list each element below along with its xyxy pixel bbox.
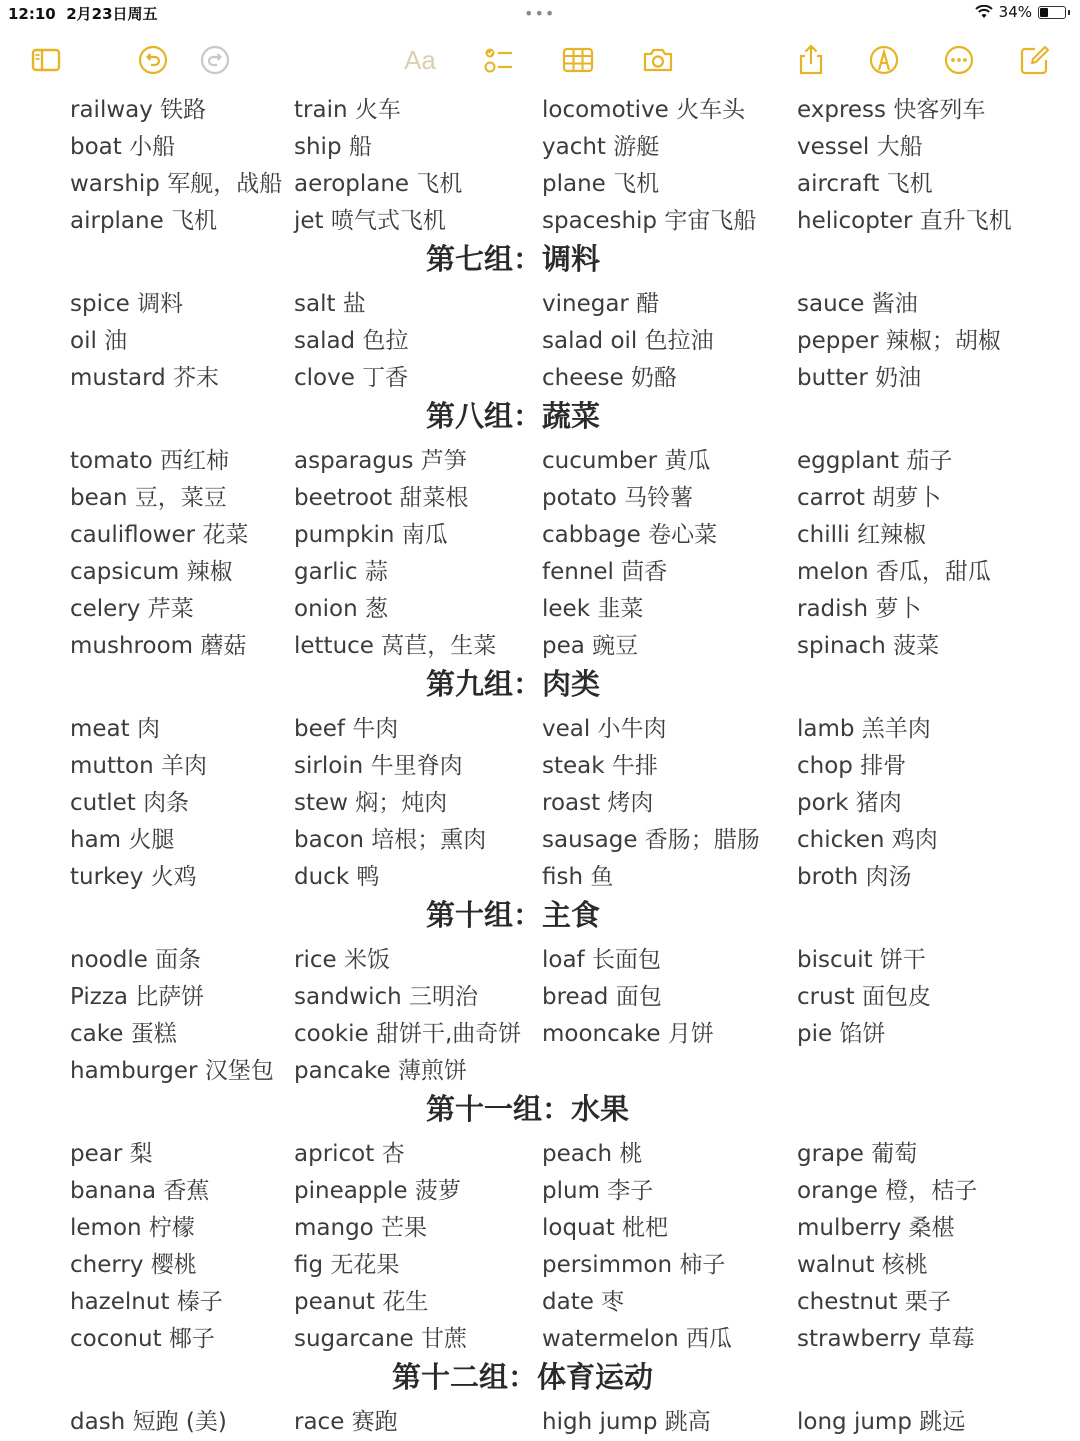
vocab-entry: dash 短跑 (美) <box>70 1409 227 1435</box>
battery-icon <box>1038 6 1066 19</box>
vocab-entry: bread 面包 <box>542 984 662 1010</box>
vocab-entry: broth 肉汤 <box>797 864 912 890</box>
vocab-entry: bacon 培根；熏肉 <box>294 827 487 853</box>
vocab-entry: potato 马铃薯 <box>542 485 694 511</box>
vocab-entry: watermelon 西瓜 <box>542 1326 733 1352</box>
vocab-row <box>0 785 1080 822</box>
vocab-entry: banana 香蕉 <box>70 1178 210 1204</box>
vocab-entry: airplane 飞机 <box>70 208 218 234</box>
markup-button[interactable] <box>864 40 904 80</box>
vocab-row <box>0 1173 1080 1210</box>
status-right <box>975 3 1070 21</box>
vocab-row <box>0 1321 1080 1358</box>
vocab-entry: biscuit 饼干 <box>797 947 926 973</box>
vocab-entry: lemon 柠檬 <box>70 1215 195 1241</box>
vocab-row <box>0 942 1080 979</box>
vocab-entry: mango 芒果 <box>294 1215 428 1241</box>
vocab-entry: cucumber 黄瓜 <box>542 448 711 474</box>
group-title-text: 第八组：蔬菜 <box>426 399 601 433</box>
vocab-entry: chop 排骨 <box>797 753 907 779</box>
vocab-entry: rice 米饭 <box>294 947 390 973</box>
share-icon <box>794 43 828 77</box>
vocab-entry: warship 军舰，战船 <box>70 171 283 197</box>
vocab-entry: ham 火腿 <box>70 827 175 853</box>
vocab-entry: chestnut 栗子 <box>797 1289 951 1315</box>
vocab-entry: clove 丁香 <box>294 365 409 391</box>
multitasking-dots[interactable]: ••• <box>524 4 556 23</box>
vocab-entry: pork 猪肉 <box>797 790 902 816</box>
vocab-entry: high jump 跳高 <box>542 1409 711 1435</box>
group-title-text: 第十一组：水果 <box>426 1092 630 1126</box>
vocab-entry: pea 豌豆 <box>542 633 639 659</box>
vocab-entry: stew 焖；炖肉 <box>294 790 448 816</box>
vocab-row <box>0 166 1080 203</box>
note-body[interactable] <box>0 92 1080 1441</box>
vocab-entry: melon 香瓜，甜瓜 <box>797 559 991 585</box>
vocab-entry: plum 李子 <box>542 1178 654 1204</box>
vocab-entry: lettuce 莴苣，生菜 <box>294 633 497 659</box>
wifi-icon <box>975 5 993 19</box>
vocab-row <box>0 517 1080 554</box>
table-icon <box>561 43 595 77</box>
vocab-row <box>0 711 1080 748</box>
redo-button[interactable] <box>195 40 235 80</box>
vocab-entry: loquat 枇杷 <box>542 1215 669 1241</box>
vocab-entry: steak 牛排 <box>542 753 658 779</box>
group-title-text: 第十组：主食 <box>426 898 601 932</box>
vocab-row <box>0 1053 1080 1090</box>
vocab-entry: cookie 甜饼干,曲奇饼 <box>294 1021 522 1047</box>
checklist-button[interactable] <box>478 40 518 80</box>
vocab-entry: mooncake 月饼 <box>542 1021 714 1047</box>
vocab-entry: grape 葡萄 <box>797 1141 918 1167</box>
group-title <box>0 240 1080 286</box>
vocab-entry: eggplant 茄子 <box>797 448 953 474</box>
vocab-row <box>0 323 1080 360</box>
vocab-entry: Pizza 比萨饼 <box>70 984 205 1010</box>
group-title <box>0 665 1080 711</box>
vocab-entry: beetroot 甜菜根 <box>294 485 469 511</box>
vocab-entry: sirloin 牛里脊肉 <box>294 753 463 779</box>
table-button[interactable] <box>558 40 598 80</box>
vocab-entry: sandwich 三明治 <box>294 984 478 1010</box>
group-title-text: 第七组：调料 <box>426 242 601 276</box>
vocab-row <box>0 628 1080 665</box>
vocab-entry: carrot 胡萝卜 <box>797 485 942 511</box>
vocab-entry: cheese 奶酪 <box>542 365 677 391</box>
vocab-entry: salad 色拉 <box>294 328 409 354</box>
vocab-entry: jet 喷气式飞机 <box>294 208 446 234</box>
share-button[interactable] <box>791 40 831 80</box>
status-time: 12:10 2月23日周五 <box>8 5 158 23</box>
status-bar <box>0 0 1080 28</box>
vocab-row <box>0 360 1080 397</box>
vocab-entry: ship 船 <box>294 134 372 160</box>
vocab-entry: locomotive 火车头 <box>542 97 746 123</box>
vocab-entry: vinegar 醋 <box>542 291 660 317</box>
vocab-row <box>0 203 1080 240</box>
vocab-entry: salad oil 色拉油 <box>542 328 714 354</box>
vocab-entry: coconut 椰子 <box>70 1326 215 1352</box>
vocab-entry: bean 豆，菜豆 <box>70 485 227 511</box>
vocab-entry: asparagus 芦笋 <box>294 448 467 474</box>
vocab-entry: cutlet 肉条 <box>70 790 190 816</box>
vocab-entry: roast 烤肉 <box>542 790 654 816</box>
vocab-entry: onion 葱 <box>294 596 388 622</box>
vocab-entry: yacht 游艇 <box>542 134 660 160</box>
vocab-row <box>0 480 1080 517</box>
vocab-entry: long jump 跳远 <box>797 1409 966 1435</box>
group-title <box>0 397 1080 443</box>
vocab-entry: crust 面包皮 <box>797 984 931 1010</box>
vocab-entry: peach 桃 <box>542 1141 643 1167</box>
vocab-entry: persimmon 柿子 <box>542 1252 726 1278</box>
vocab-row <box>0 1404 1080 1441</box>
checklist-icon <box>481 43 515 77</box>
vocab-entry: spice 调料 <box>70 291 184 317</box>
vocab-entry: cauliflower 花菜 <box>70 522 249 548</box>
vocab-entry: sausage 香肠；腊肠 <box>542 827 760 853</box>
vocab-entry: butter 奶油 <box>797 365 922 391</box>
vocab-row <box>0 286 1080 323</box>
vocab-entry: mulberry 桑椹 <box>797 1215 955 1241</box>
vocab-entry: hazelnut 榛子 <box>70 1289 223 1315</box>
vocab-entry: aeroplane 飞机 <box>294 171 463 197</box>
vocab-row <box>0 554 1080 591</box>
notes-toolbar <box>0 36 1080 86</box>
vocab-entry: mustard 芥末 <box>70 365 220 391</box>
vocab-entry: train 火车 <box>294 97 401 123</box>
group-title-text: 第十二组：体育运动 <box>392 1360 654 1394</box>
vocab-entry: lamb 羔羊肉 <box>797 716 931 742</box>
vocab-entry: railway 铁路 <box>70 97 207 123</box>
group-title <box>0 896 1080 942</box>
vocab-entry: loaf 长面包 <box>542 947 661 973</box>
vocab-entry: spinach 菠菜 <box>797 633 940 659</box>
vocab-entry: race 赛跑 <box>294 1409 398 1435</box>
vocab-row <box>0 92 1080 129</box>
vocab-entry: chicken 鸡肉 <box>797 827 938 853</box>
vocab-entry: capsicum 辣椒 <box>70 559 233 585</box>
vocab-entry: plane 飞机 <box>542 171 660 197</box>
vocab-entry: boat 小船 <box>70 134 176 160</box>
vocab-entry: pumpkin 南瓜 <box>294 522 448 548</box>
vocab-entry: radish 萝卜 <box>797 596 922 622</box>
undo-icon <box>136 43 170 77</box>
vocab-row <box>0 979 1080 1016</box>
vocab-entry: veal 小牛肉 <box>542 716 667 742</box>
vocab-entry: noodle 面条 <box>70 947 202 973</box>
vocab-entry: mutton 羊肉 <box>70 753 207 779</box>
battery-percent: 34% <box>998 3 1032 21</box>
vocab-entry: pie 馅饼 <box>797 1021 886 1047</box>
vocab-entry: sugarcane 甘蔗 <box>294 1326 467 1352</box>
vocab-row <box>0 1284 1080 1321</box>
vocab-row <box>0 443 1080 480</box>
sidebar-button[interactable] <box>26 40 66 80</box>
format-button[interactable] <box>400 40 440 80</box>
compose-icon <box>1018 43 1052 77</box>
vocab-entry: fennel 茴香 <box>542 559 668 585</box>
vocab-entry: aircraft 飞机 <box>797 171 933 197</box>
vocab-entry: chilli 红辣椒 <box>797 522 927 548</box>
vocab-entry: strawberry 草莓 <box>797 1326 975 1352</box>
vocab-entry: helicopter 直升飞机 <box>797 208 1012 234</box>
vocab-entry: apricot 杏 <box>294 1141 405 1167</box>
group-title-text: 第九组：肉类 <box>426 667 601 701</box>
vocab-row <box>0 748 1080 785</box>
vocab-entry: beef 牛肉 <box>294 716 399 742</box>
vocab-entry: meat 肉 <box>70 716 160 742</box>
vocab-entry: tomato 西红柿 <box>70 448 229 474</box>
more-icon <box>942 43 976 77</box>
vocab-entry: hamburger 汉堡包 <box>70 1058 274 1084</box>
vocab-entry: cake 蛋糕 <box>70 1021 177 1047</box>
vocab-row <box>0 1247 1080 1284</box>
compose-button[interactable] <box>1015 40 1055 80</box>
vocab-entry: orange 橙，桔子 <box>797 1178 978 1204</box>
vocab-entry: fig 无花果 <box>294 1252 400 1278</box>
group-title <box>0 1090 1080 1136</box>
camera-icon <box>641 43 675 77</box>
vocab-entry: leek 韭菜 <box>542 596 644 622</box>
vocab-entry: mushroom 蘑菇 <box>70 633 247 659</box>
vocab-entry: salt 盐 <box>294 291 366 317</box>
vocab-entry: sauce 酱油 <box>797 291 918 317</box>
more-button[interactable] <box>939 40 979 80</box>
vocab-row <box>0 591 1080 628</box>
vocab-entry: fish 鱼 <box>542 864 614 890</box>
vocab-entry: oil 油 <box>70 328 128 354</box>
vocab-entry: celery 芹菜 <box>70 596 194 622</box>
vocab-entry: duck 鸭 <box>294 864 380 890</box>
group-title <box>0 1358 1080 1404</box>
vocab-entry: turkey 火鸡 <box>70 864 197 890</box>
undo-button[interactable] <box>133 40 173 80</box>
sidebar-icon <box>29 43 63 77</box>
vocab-entry: vessel 大船 <box>797 134 923 160</box>
vocab-entry: pepper 辣椒；胡椒 <box>797 328 1001 354</box>
vocab-entry: pancake 薄煎饼 <box>294 1058 467 1084</box>
vocab-entry: garlic 蒜 <box>294 559 388 585</box>
format-icon: Aa <box>404 44 436 75</box>
vocab-entry: walnut 核桃 <box>797 1252 928 1278</box>
vocab-row <box>0 859 1080 896</box>
vocab-row <box>0 1136 1080 1173</box>
vocab-entry: express 快客列车 <box>797 97 986 123</box>
vocab-row <box>0 822 1080 859</box>
vocab-entry: pear 梨 <box>70 1141 153 1167</box>
redo-icon <box>198 43 232 77</box>
vocab-entry: date 枣 <box>542 1289 625 1315</box>
vocab-row <box>0 1210 1080 1247</box>
vocab-entry: peanut 花生 <box>294 1289 429 1315</box>
camera-button[interactable] <box>638 40 678 80</box>
vocab-entry: cabbage 卷心菜 <box>542 522 718 548</box>
vocab-entry: spaceship 宇宙飞船 <box>542 208 757 234</box>
vocab-entry: pineapple 菠萝 <box>294 1178 461 1204</box>
vocab-row <box>0 1016 1080 1053</box>
vocab-row <box>0 129 1080 166</box>
markup-icon <box>867 43 901 77</box>
vocab-entry: cherry 樱桃 <box>70 1252 197 1278</box>
